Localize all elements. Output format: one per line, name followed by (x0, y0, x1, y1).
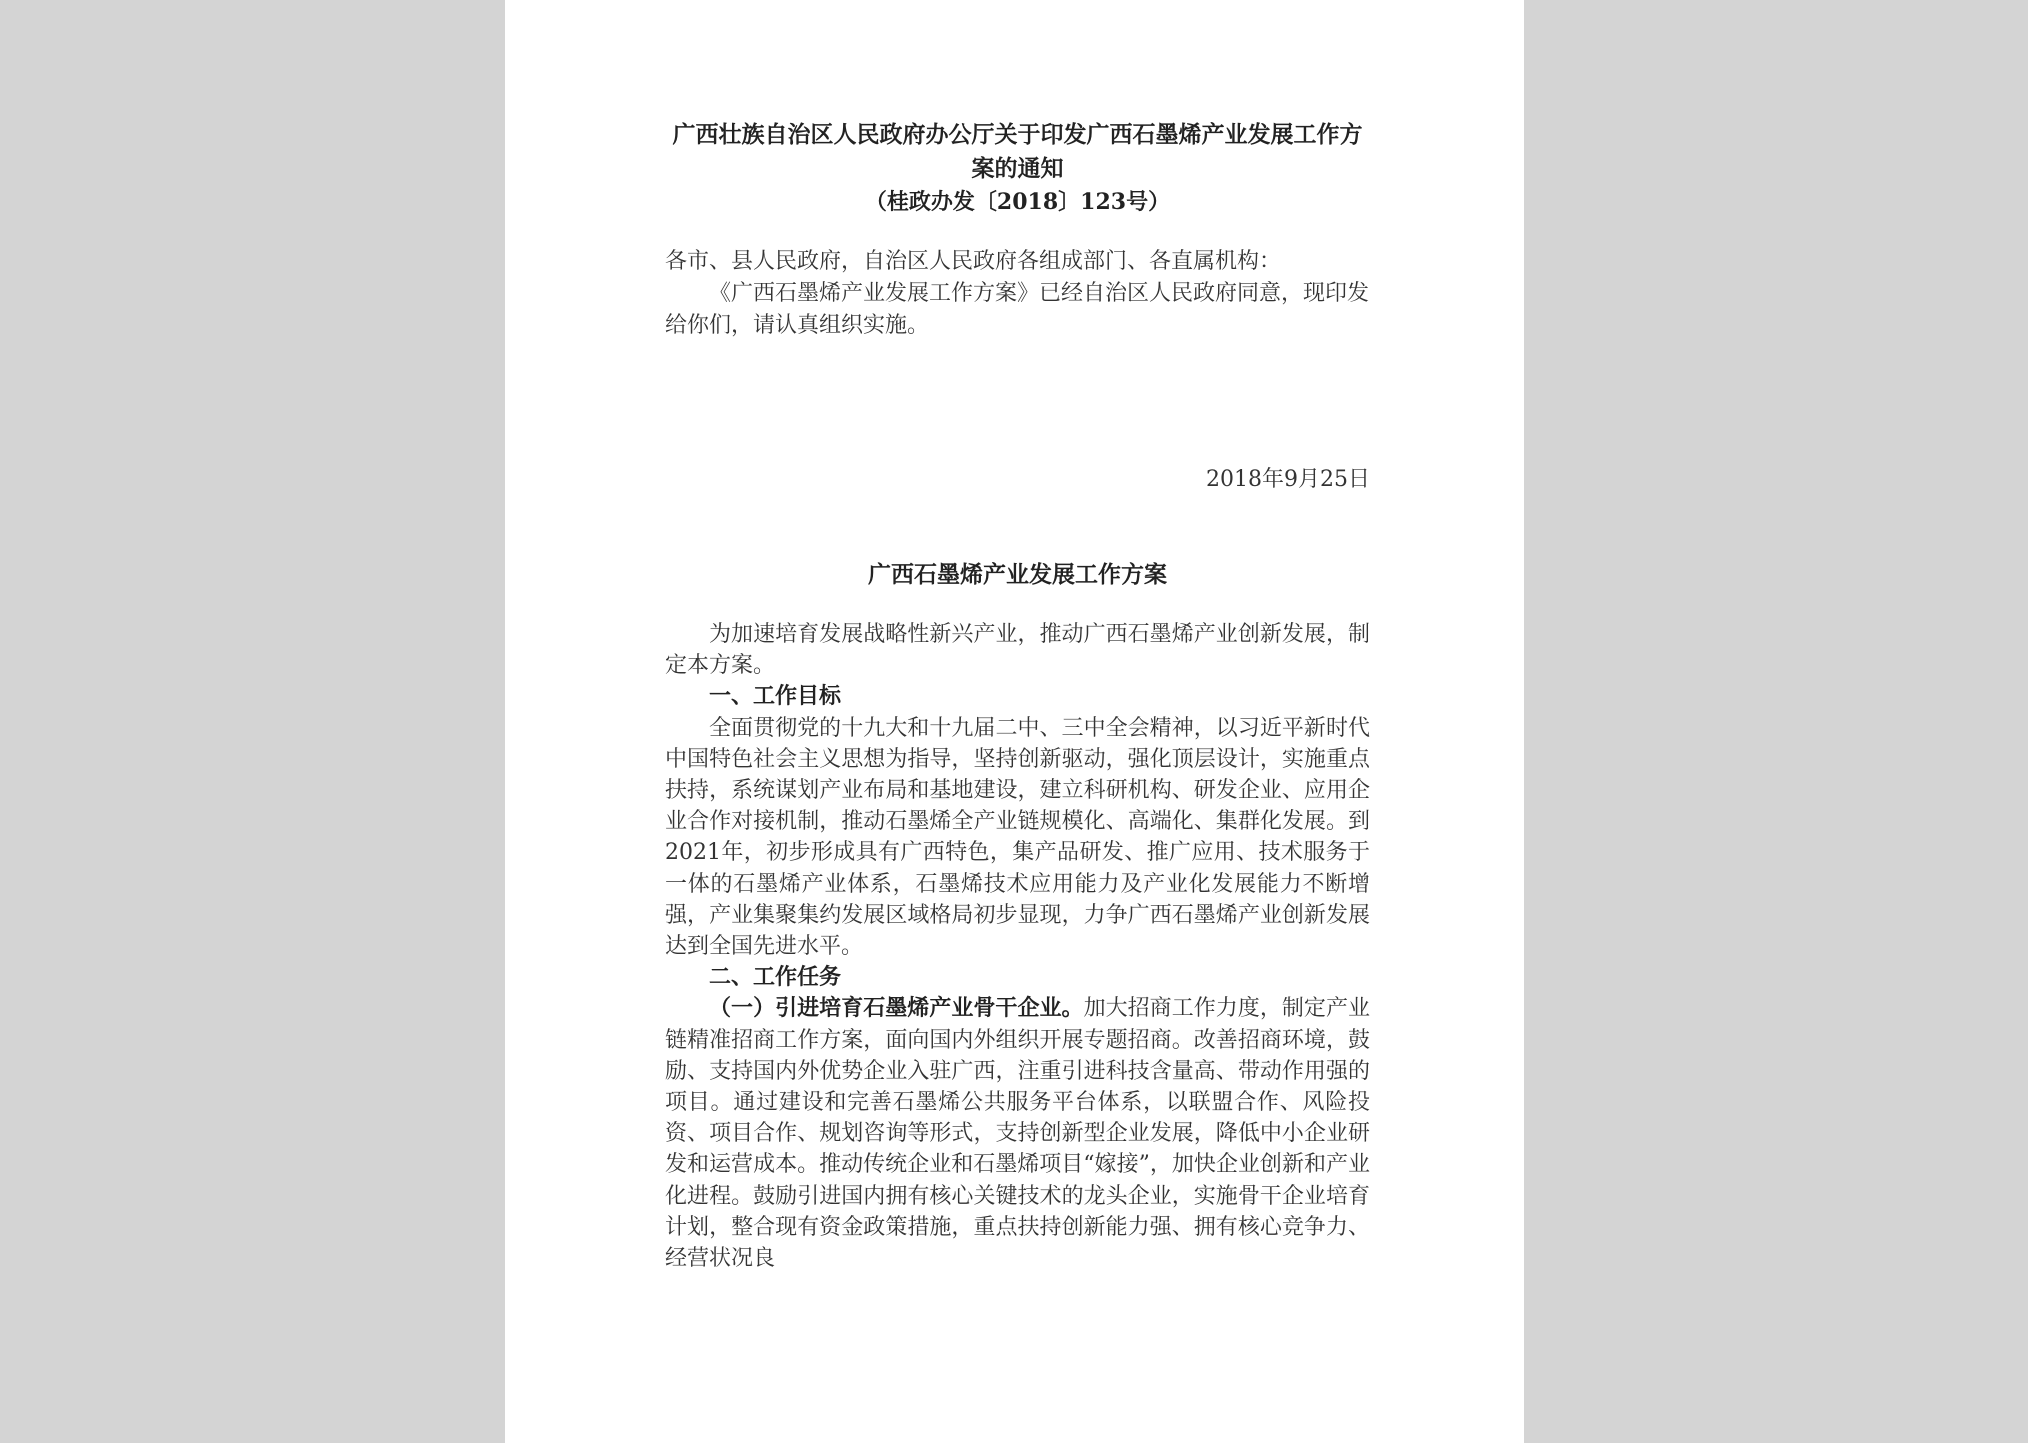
notice-section (665, 246, 1370, 342)
addressee: 各市、县人民政府，自治区人民政府各组成部门、各直属机构： (665, 249, 1282, 274)
goals-paragraph: 全面贯彻党的十九大和十九届二中、三中全会精神，以习近平新时代中国特色社会主义思想为指导，坚持创新驱动，强化顶层设计，实施重点扶持，系统谋划产业布局和基地建设，建立科研机构、研发企业、应用企业合作对接机制，推动石墨烯全产业链规模化、高端化、集群化发展。到2021年，初步形成具有广西特色，集产品研发、推广应用、技术服务于一体的石墨烯产业体系，石墨烯技术应用能力及产业化发展能力不断增强，产业集聚集约发展区域格局初步显现，力争广西石墨烯产业创新发展达到全国先进水平。 (665, 715, 1370, 960)
issue-date: 2018年9月25日 (1206, 467, 1370, 492)
intro-paragraph: 为加速培育发展战略性新兴产业，推动广西石墨烯产业创新发展，制定本方案。 (665, 622, 1370, 679)
document-title: 广西壮族自治区人民政府办公厅关于印发广西石墨烯产业发展工作方案的通知 (672, 121, 1363, 182)
document-page (505, 0, 1524, 1443)
plan-title: 广西石墨烯产业发展工作方案 (868, 561, 1167, 588)
notice-body: 《广西石墨烯产业发展工作方案》已经自治区人民政府同意，现印发给你们，请认真组织实施。 (665, 281, 1370, 338)
section-heading-goals: 一、工作目标 (709, 684, 842, 710)
task-item-1-lead: （一）引进培育石墨烯产业骨干企业。 (709, 995, 1084, 1022)
document-number: （桂政办发〔2018〕123号） (864, 189, 1171, 215)
task-item-1 (665, 993, 1370, 1274)
plan-body (665, 619, 1370, 1274)
section-heading-tasks: 二、工作任务 (709, 965, 842, 991)
task-item-1-body: 加大招商工作力度，制定产业链精准招商工作方案，面向国内外组织开展专题招商。改善招商环境，鼓励、支持国内外优势企业入驻广西，注重引进科技含量高、带动作用强的项目。通过建设和完善石墨烯公共服务平台体系，以联盟合作、风险投资、项目合作、规划咨询等形式，支持创新型企业发展，降低中小企业研发和运营成本。推动传统企业和石墨烯项目“嫁接”，加快企业创新和产业化进程。鼓励引进国内拥有核心关键技术的龙头企业，实施骨干企业培育计划，整合现有资金政策措施，重点扶持创新能力强、拥有核心竞争力、经营状况良 (665, 996, 1370, 1272)
